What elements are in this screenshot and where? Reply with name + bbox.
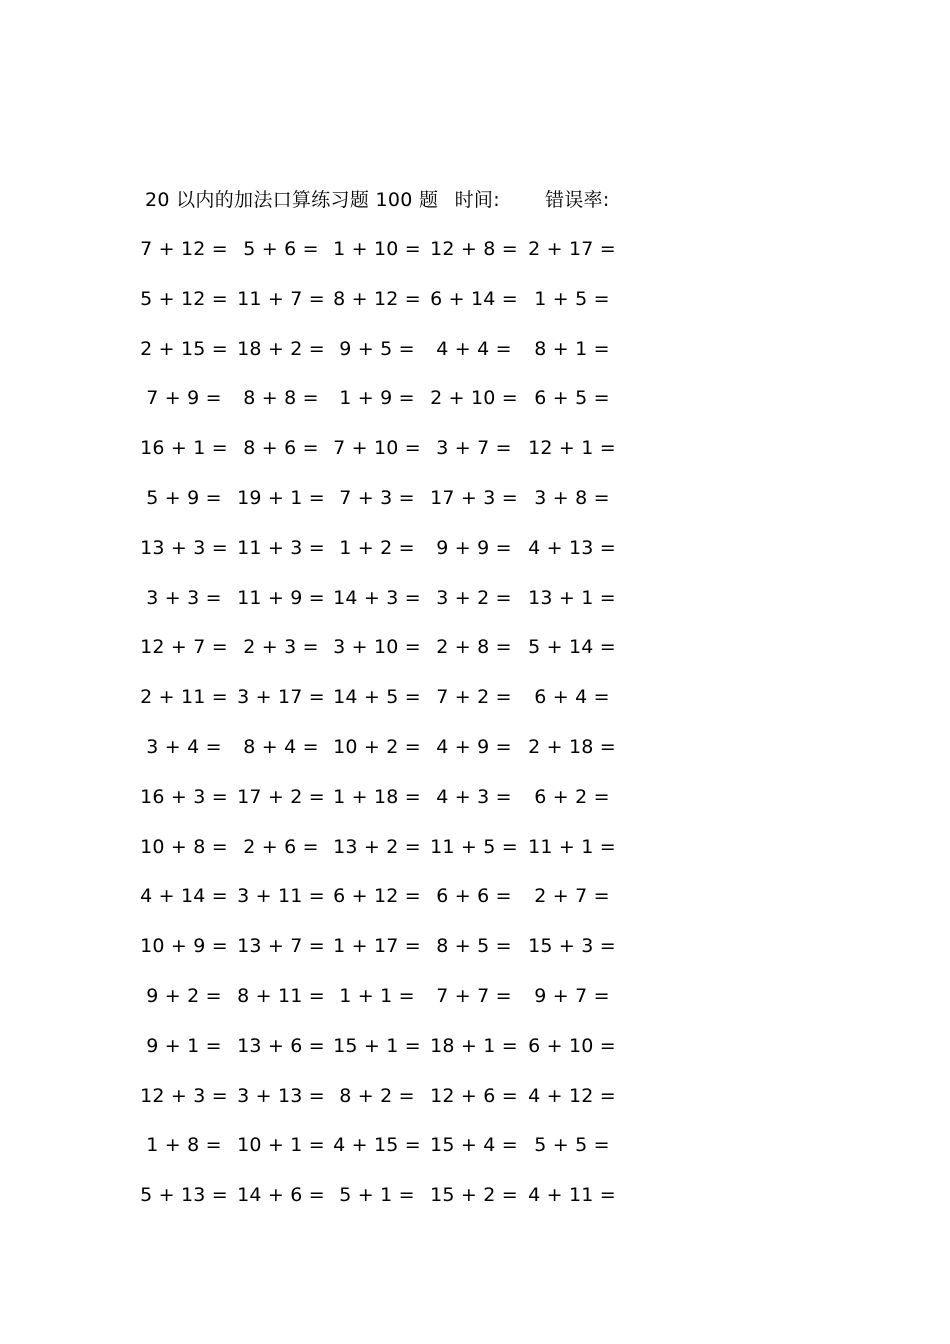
problem-item: 5 + 9 = — [146, 487, 222, 509]
problem-item: 11 + 3 = — [237, 536, 325, 559]
problem-item: 10 + 2 = — [333, 736, 421, 758]
problem-item: 13 + 2 = — [333, 835, 421, 858]
problem-item: 7 + 3 = — [339, 487, 415, 509]
problem-item: 3 + 11 = — [237, 885, 325, 908]
problem-item: 12 + 3 = — [140, 1084, 228, 1107]
problem-row — [0, 483, 950, 513]
problem-item: 6 + 6 = — [436, 885, 512, 908]
problem-item: 1 + 18 = — [333, 785, 421, 808]
problem-row — [0, 1130, 950, 1160]
problem-item: 2 + 8 = — [436, 636, 512, 659]
problem-item: 9 + 7 = — [534, 985, 610, 1007]
problem-row — [0, 234, 950, 264]
problem-item: 2 + 18 = — [528, 736, 616, 758]
problem-item: 6 + 4 = — [534, 686, 610, 709]
problem-item: 8 + 1 = — [534, 337, 610, 360]
problem-item: 7 + 10 = — [333, 437, 421, 460]
problem-item: 1 + 17 = — [333, 935, 421, 958]
problem-item: 4 + 12 = — [528, 1084, 616, 1107]
problem-item: 11 + 9 = — [237, 586, 325, 609]
problem-item: 4 + 9 = — [436, 736, 512, 758]
problem-item: 18 + 1 = — [430, 1034, 518, 1057]
problem-item: 14 + 3 = — [333, 586, 421, 609]
problem-item: 14 + 6 = — [237, 1184, 325, 1207]
problem-item: 8 + 12 = — [333, 287, 421, 310]
problem-item: 13 + 1 = — [528, 586, 616, 609]
problem-item: 17 + 3 = — [430, 487, 518, 509]
problem-item: 6 + 2 = — [534, 785, 610, 808]
problem-row — [0, 334, 950, 364]
problem-row — [0, 383, 950, 413]
problem-item: 1 + 10 = — [333, 238, 421, 260]
problem-row — [0, 1180, 950, 1210]
problem-item: 5 + 14 = — [528, 636, 616, 659]
problem-item: 10 + 8 = — [140, 835, 228, 858]
problem-item: 11 + 7 = — [237, 287, 325, 310]
problem-item: 12 + 1 = — [528, 437, 616, 460]
problem-item: 3 + 7 = — [436, 437, 512, 460]
problem-item: 9 + 2 = — [146, 985, 222, 1007]
problem-item: 14 + 5 = — [333, 686, 421, 709]
problem-item: 10 + 1 = — [237, 1134, 325, 1157]
problem-item: 3 + 8 = — [534, 487, 610, 509]
problem-item: 6 + 12 = — [333, 885, 421, 908]
problem-item: 6 + 5 = — [534, 387, 610, 410]
problem-item: 7 + 7 = — [436, 985, 512, 1007]
problem-item: 2 + 11 = — [140, 686, 228, 709]
worksheet-title: 20 以内的加法口算练习题 100 题 — [145, 189, 439, 211]
problem-row — [0, 533, 950, 563]
problem-row — [0, 433, 950, 463]
problem-row — [0, 1031, 950, 1061]
problem-item: 11 + 5 = — [430, 835, 518, 858]
problem-item: 13 + 7 = — [237, 935, 325, 958]
problem-item: 8 + 8 = — [243, 387, 319, 410]
problem-item: 18 + 2 = — [237, 337, 325, 360]
problem-item: 12 + 7 = — [140, 636, 228, 659]
problem-item: 15 + 3 = — [528, 935, 616, 958]
problem-item: 16 + 1 = — [140, 437, 228, 460]
problem-item: 11 + 1 = — [528, 835, 616, 858]
problem-item: 15 + 1 = — [333, 1034, 421, 1057]
problem-item: 5 + 5 = — [534, 1134, 610, 1157]
problem-item: 8 + 2 = — [339, 1084, 415, 1107]
problem-item: 2 + 10 = — [430, 387, 518, 410]
problem-item: 15 + 4 = — [430, 1134, 518, 1157]
problem-item: 19 + 1 = — [237, 487, 325, 509]
problem-item: 4 + 15 = — [333, 1134, 421, 1157]
problem-row — [0, 981, 950, 1011]
problem-item: 9 + 5 = — [339, 337, 415, 360]
problem-row — [0, 583, 950, 613]
problem-item: 13 + 6 = — [237, 1034, 325, 1057]
time-label: 时间: — [454, 189, 500, 211]
problem-item: 8 + 4 = — [243, 736, 319, 758]
problem-item: 4 + 3 = — [436, 785, 512, 808]
problem-item: 17 + 2 = — [237, 785, 325, 808]
problem-item: 2 + 7 = — [534, 885, 610, 908]
problem-row — [0, 732, 950, 762]
problem-row — [0, 1081, 950, 1111]
problem-item: 1 + 8 = — [146, 1134, 222, 1157]
problem-item: 6 + 14 = — [430, 287, 518, 310]
problem-item: 1 + 5 = — [534, 287, 610, 310]
problem-item: 5 + 12 = — [140, 287, 228, 310]
problem-row — [0, 881, 950, 911]
problem-item: 2 + 17 = — [528, 238, 616, 260]
problem-item: 15 + 2 = — [430, 1184, 518, 1207]
problem-item: 3 + 10 = — [333, 636, 421, 659]
problem-item: 2 + 6 = — [243, 835, 319, 858]
problem-item: 3 + 2 = — [436, 586, 512, 609]
problem-item: 6 + 10 = — [528, 1034, 616, 1057]
error-rate-label: 错误率: — [544, 189, 610, 211]
problem-item: 7 + 12 = — [140, 238, 228, 260]
problem-item: 3 + 4 = — [146, 736, 222, 758]
problem-item: 3 + 3 = — [146, 586, 222, 609]
problem-row — [0, 931, 950, 961]
problem-item: 8 + 6 = — [243, 437, 319, 460]
problem-row — [0, 782, 950, 812]
problem-item: 5 + 6 = — [243, 238, 319, 260]
problem-item: 13 + 3 = — [140, 536, 228, 559]
problem-row — [0, 682, 950, 712]
problem-item: 8 + 11 = — [237, 985, 325, 1007]
problem-item: 2 + 3 = — [243, 636, 319, 659]
problem-row — [0, 632, 950, 662]
problem-item: 7 + 2 = — [436, 686, 512, 709]
problem-item: 4 + 14 = — [140, 885, 228, 908]
problem-item: 1 + 2 = — [339, 536, 415, 559]
problem-item: 8 + 5 = — [436, 935, 512, 958]
problem-item: 2 + 15 = — [140, 337, 228, 360]
problem-item: 10 + 9 = — [140, 935, 228, 958]
problem-item: 5 + 13 = — [140, 1184, 228, 1207]
problem-item: 1 + 1 = — [339, 985, 415, 1007]
problem-item: 3 + 17 = — [237, 686, 325, 709]
problem-item: 12 + 8 = — [430, 238, 518, 260]
problem-item: 1 + 9 = — [339, 387, 415, 410]
problem-row — [0, 284, 950, 314]
problem-item: 3 + 13 = — [237, 1084, 325, 1107]
problem-item: 12 + 6 = — [430, 1084, 518, 1107]
problem-item: 9 + 9 = — [436, 536, 512, 559]
problem-item: 5 + 1 = — [339, 1184, 415, 1207]
problem-item: 7 + 9 = — [146, 387, 222, 410]
problem-row — [0, 832, 950, 862]
problem-item: 4 + 13 = — [528, 536, 616, 559]
problem-item: 4 + 4 = — [436, 337, 512, 360]
problem-item: 9 + 1 = — [146, 1034, 222, 1057]
problem-item: 4 + 11 = — [528, 1184, 616, 1207]
problem-item: 16 + 3 = — [140, 785, 228, 808]
